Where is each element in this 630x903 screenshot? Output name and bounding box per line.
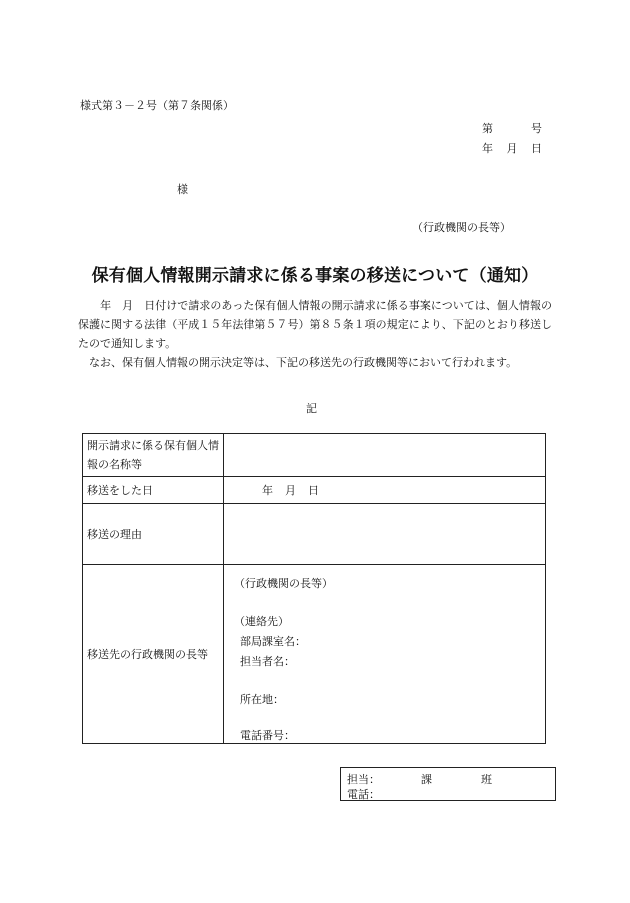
destination-block [224, 567, 545, 741]
dest-head: （行政機関の長等） [234, 577, 333, 590]
contact-box [340, 767, 556, 801]
ka-label: 課 [421, 773, 432, 786]
document-date [482, 140, 542, 156]
table-row [83, 504, 546, 565]
date-year: 年 [482, 142, 493, 155]
date-day: 日 [531, 142, 542, 155]
tanto-label: 担当： [347, 773, 380, 786]
reason-value [224, 504, 546, 565]
info-name-value [224, 434, 546, 477]
row-label-info-name: 開示請求に係る保有個人情報の名称等 [83, 434, 224, 477]
phone-label: 電話番号： [240, 729, 295, 742]
transfer-day: 日 [308, 484, 319, 497]
contact-head: （連絡先） [234, 615, 289, 628]
document-number [482, 120, 542, 136]
row-label-destination: 移送先の行政機関の長等 [83, 565, 224, 744]
doc-no-suffix: 号 [531, 122, 542, 135]
transfer-year: 年 [262, 484, 273, 497]
han-label: 班 [481, 773, 492, 786]
row-label-transfer-date: 移送をした日 [83, 477, 224, 504]
person-label: 担当者名： [240, 655, 295, 668]
addressee: 様 [177, 183, 188, 196]
transfer-date-value [224, 477, 546, 504]
destination-value [224, 565, 546, 744]
table-row [83, 565, 546, 744]
table-row [83, 477, 546, 504]
phone-label-box: 電話： [347, 788, 380, 801]
body-paragraph-1: 年 月 日付けで請求のあった保有個人情報の開示請求に係る事案については、個人情報の保護に関する法律（平成１５年法律第５７号）第８５条１項の規定により、下記のとおり移送したので通知します。 [78, 299, 552, 350]
form-number: 様式第３－２号（第７条関係） [80, 99, 234, 112]
dept-label: 部局課室名： [240, 635, 306, 648]
date-month: 月 [506, 142, 518, 155]
address-label: 所在地： [240, 693, 284, 706]
transfer-month: 月 [285, 484, 296, 497]
sender: （行政機関の長等） [412, 221, 511, 234]
page-title: 保有個人情報開示請求に係る事案の移送について（通知） [91, 266, 539, 286]
ki-heading: 記 [306, 402, 317, 415]
body-paragraph-2: なお、保有個人情報の開示決定等は、下記の移送先の行政機関等において行われます。 [78, 356, 518, 369]
doc-no-prefix: 第 [482, 122, 493, 135]
body-text [78, 296, 552, 372]
row-label-reason: 移送の理由 [83, 504, 224, 565]
table-row [83, 434, 546, 477]
transfer-details-table [82, 433, 546, 744]
